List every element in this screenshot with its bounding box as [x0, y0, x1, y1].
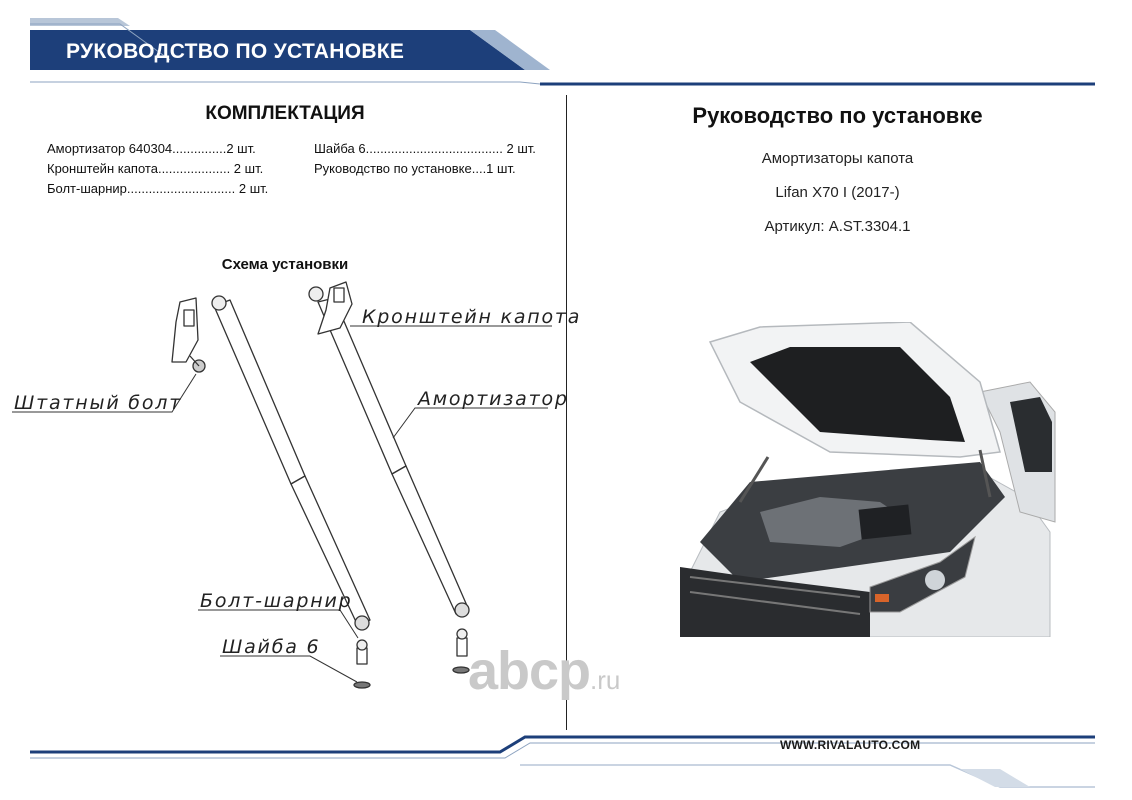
kit-item: Амортизатор 640304...............2 шт. — [47, 141, 256, 156]
product-subtitle: Амортизаторы капота — [761, 150, 914, 167]
product-title: Руководство по установке — [692, 103, 983, 128]
car-photo — [680, 322, 1056, 637]
footer-banner — [0, 725, 1132, 800]
banner-title: РУКОВОДСТВО ПО УСТАНОВКЕ — [66, 40, 405, 63]
kit-title: КОМПЛЕКТАЦИЯ — [205, 103, 365, 124]
ball-bolt-leader — [198, 610, 358, 638]
kit-list-left — [47, 139, 268, 199]
scheme-title: Схема установки — [221, 256, 349, 273]
footer-url[interactable]: WWW.RIVALAUTO.COM — [780, 738, 921, 752]
label-washer: Шайба 6 — [222, 636, 321, 658]
label-ball-bolt: Болт-шарнир — [200, 590, 353, 612]
kit-item: Руководство по установке....1 шт. — [314, 161, 516, 176]
kit-item: Шайба 6...................................... 2 шт. — [314, 141, 536, 156]
label-shock: Амортизатор — [418, 388, 569, 410]
right-shock-drawing — [309, 282, 469, 673]
product-article: Артикул: A.ST.3304.1 — [764, 218, 911, 235]
column-divider — [566, 95, 567, 730]
kit-list-right — [314, 139, 536, 179]
shock-leader — [393, 408, 548, 438]
watermark-logo — [468, 640, 620, 702]
kit-item: Кронштейн капота.................... 2 шт. — [47, 161, 264, 176]
kit-item: Болт-шарнир.............................. 2 шт. — [47, 181, 269, 196]
watermark-suffix: .ru — [590, 665, 621, 695]
watermark-text: abcp — [468, 641, 591, 701]
label-standard-bolt: Штатный болт — [14, 392, 183, 414]
product-model: Lifan X70 I (2017-) — [775, 184, 900, 201]
washer-leader — [220, 656, 357, 682]
label-bracket: Кронштейн капота — [362, 306, 582, 328]
